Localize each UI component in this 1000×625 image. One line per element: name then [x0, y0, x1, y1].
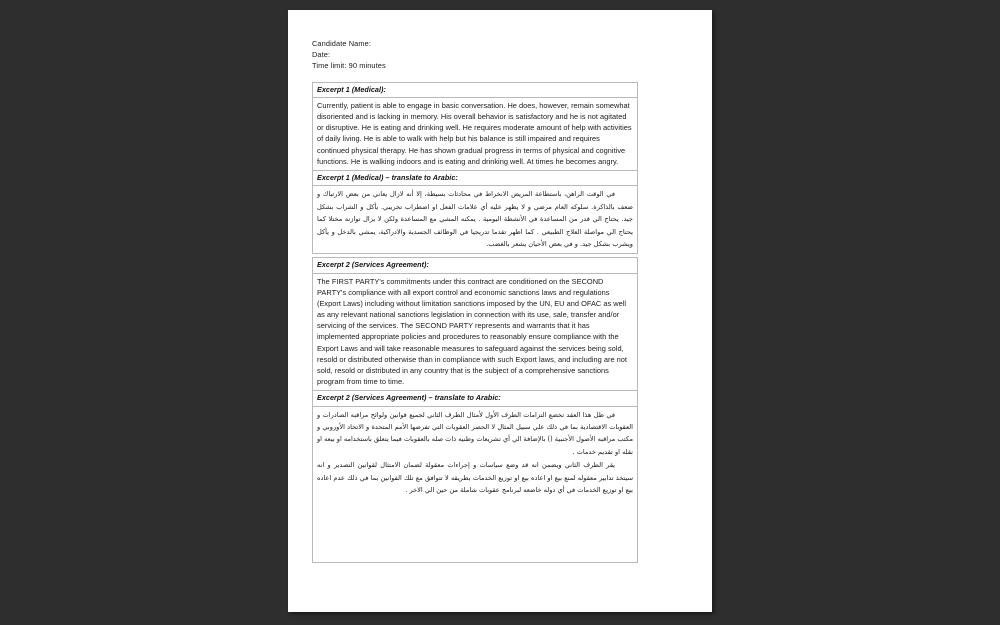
excerpt-1-table [312, 82, 638, 255]
excerpt-1-source-heading: Excerpt 1 (Medical): [313, 82, 638, 98]
document-page [288, 10, 712, 612]
table-row [313, 406, 638, 562]
excerpt-2-source-text: The FIRST PARTY's commitments under this contract are conditioned on the SECOND PARTY's compliance with all export control and economic sanctions laws and regulations (Export Laws) including without limitation sanctions imposed by the UN, EU and OFAC as well as any relevant national sanctions legislation in connection with its use, sale, transfer and/or servicing of the services. The SECOND PARTY represents and warrants that it has implemented appropriate policies and procedures to reasonably ensure compliance with the Export Laws and will take reasonable measures to safeguard against the services being sold, resold or distributed otherwise than in compliance with such Export laws, and including are not sold, resold or distributed in any country that is the subject of a comprehensive sanctions program from time to time. [313, 273, 638, 390]
arabic-paragraph: يقر الطرف الثاني ويضمن انه قد وضع سياسات و إجراءات معقولة لضمان الامتثال لقوانين التصدير و انه سيتخذ تدابير معقوله لمنع بيع او اعاده بيع او توزيع الخدمات بطريقه لا تتوافق مع تلك القوانين بما في ذلك عدم اعاده بيع او توزيع الخدمات في أي دوله خاضعه لبرنامج عقوبات شاملة من حين الي الاخر . [317, 461, 633, 494]
table-row [313, 82, 638, 98]
excerpt-2-translation-answer[interactable] [313, 406, 638, 562]
table-row [313, 98, 638, 171]
time-limit-field: Time limit: 90 minutes [312, 61, 386, 71]
arabic-paragraph: في الوقت الراهن، باستطاعة المريض الانخراط في محادثات بسيطة، إلا أنه لازال يعاني من بعض الارتباك و ضعف بالذاكرة. سلوكه العام مرضي و لا يظهر عليه أي علامات الفعل او اضطراب تخريبي. يأكل و الشراب بشكل جيد. يحتاج الي قدر من المساعدة في الأنشطة اليومية . يمكنه المشي مع المساعدة ولكن لا يزال توازنه مختلا كما يحتاج الي مواصلة العلاج الطبيعي . كما اظهر تقدما تدريجيا في الوظائف الجسدية والادراكية، يمشي بالدخل و يأكل ويشرب بشكل جيد. و في بعض الأحيان يشعر بالغضب. [317, 190, 633, 248]
excerpt-2-table [312, 257, 638, 562]
candidate-name-field: Candidate Name: [312, 39, 372, 48]
table-row [313, 186, 638, 254]
candidate-meta-block [312, 38, 686, 72]
excerpt-1-translation-answer[interactable] [313, 186, 638, 254]
table-row [313, 390, 638, 406]
arabic-paragraph: في ظل هذا العقد تخضع التزامات الطرف الأول لأمثال الطرف الثاني لجميع قوانين ولوائح مراقبه الصادرات و العقوبات الاقتصادية بما في ذلك علي سبيل المثال لا الحصر العقوبات التي تفرضها الأمم المتحدة و الاتحاد الأوروبي و مكتب مراقبه الأصول الأجنبية () بالإضافة الي أي تشريعات وطنيه ذات صله بالعقوبات فيما يتعلق باستخدامه او بيعه او نقله او تقديم خدمات . [317, 410, 633, 456]
excerpt-2-source-heading: Excerpt 2 (Services Agreement): [313, 258, 638, 274]
meta-spacer [312, 72, 686, 82]
table-row [313, 170, 638, 186]
table-row [313, 273, 638, 390]
excerpt-2-translation-heading: Excerpt 2 (Services Agreement) – translate to Arabic: [313, 390, 638, 406]
table-row [313, 258, 638, 274]
date-field: Date: [312, 50, 331, 60]
excerpt-1-translation-heading: Excerpt 1 (Medical) – translate to Arabic: [313, 170, 638, 186]
excerpt-1-source-text: Currently, patient is able to engage in basic conversation. He does, however, remain somewhat disoriented and is lacking in memory. His overall behavior is satisfactory and he is not agitated or disruptive. He is eating and drinking well. He requires moderate amount of help with activities of daily living. He is able to walk with help but his balance is still impaired and requires continued physical therapy. He has shown gradual progress in terms of physical and cognitive functions. He is walking indoors and is eating and drinking well. At times he becomes angry. [313, 98, 638, 171]
